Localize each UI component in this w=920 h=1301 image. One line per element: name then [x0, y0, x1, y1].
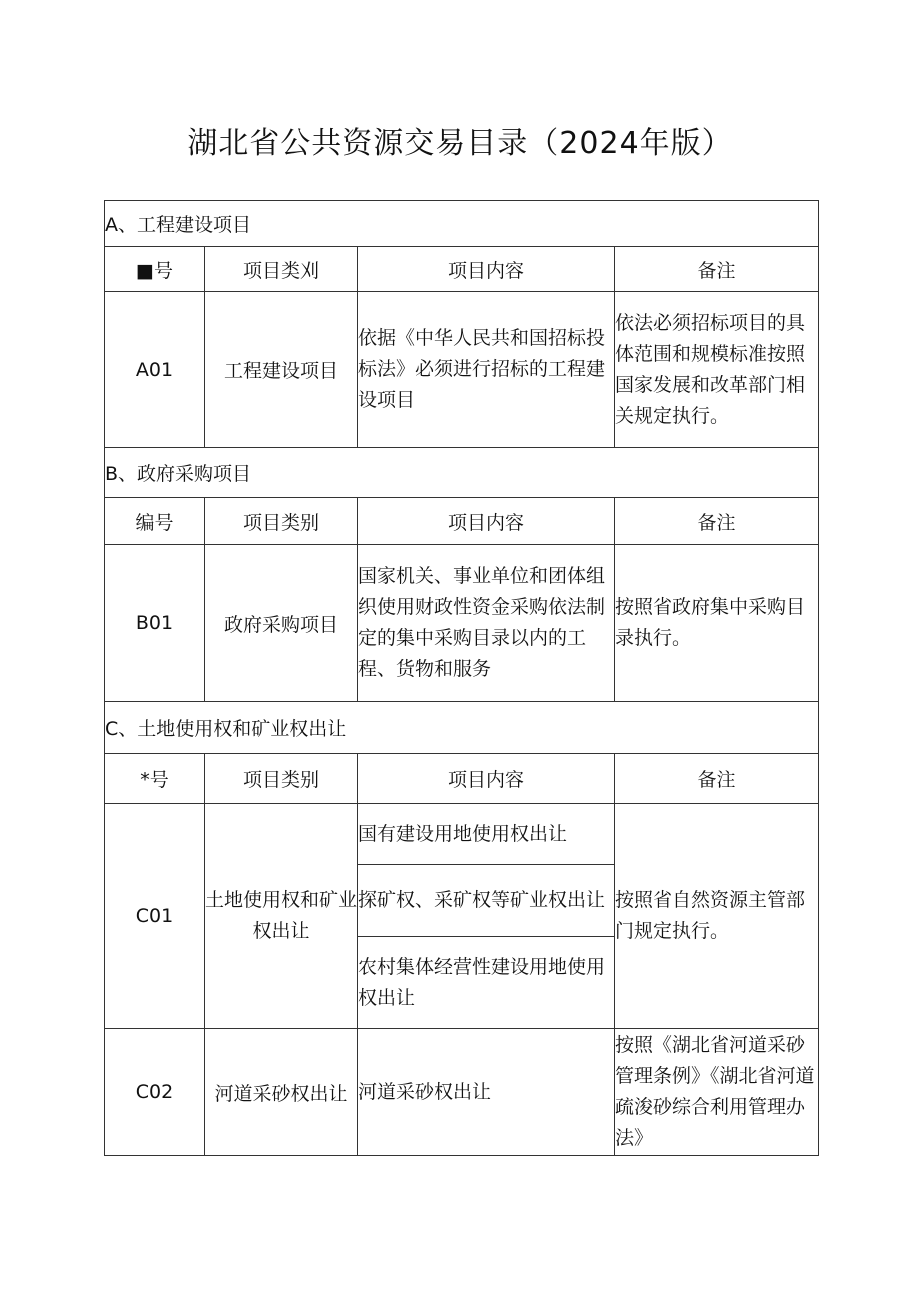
row-content: 国家机关、事业单位和团体组织使用财政性资金采购依法制定的集中采购目录以内的工程、货物和服务 — [358, 545, 615, 702]
row-remark: 按照省政府集中采购目录执行。 — [615, 545, 819, 702]
header-remark: 备注 — [615, 754, 819, 804]
table-row — [105, 1029, 819, 1156]
catalog-table — [104, 200, 819, 1156]
row-remark: 按照省自然资源主管部门规定执行。 — [615, 804, 819, 1029]
header-category: 项目类刈 — [205, 247, 358, 292]
header-row — [105, 754, 819, 804]
row-category: 政府采购项目 — [205, 545, 358, 702]
row-category: 工程建设项目 — [205, 292, 358, 448]
page-title: 湖北省公共资源交易目录（2024年版） — [187, 126, 733, 161]
section-heading-row — [105, 702, 819, 754]
section-b-heading: B、政府采购项目 — [105, 448, 819, 498]
table-row — [105, 545, 819, 702]
row-remark: 依法必须招标项目的具体范围和规模标准按照国家发展和改革部门相关规定执行。 — [615, 292, 819, 448]
header-category: 项目类别 — [205, 498, 358, 545]
header-code: *号 — [105, 754, 205, 804]
header-category: 项目类别 — [205, 754, 358, 804]
header-content: 项目内容 — [358, 498, 615, 545]
header-row — [105, 498, 819, 545]
table-row — [105, 292, 819, 448]
row-code: A01 — [105, 292, 205, 448]
header-content: 项目内容 — [358, 754, 615, 804]
header-content: 项目内容 — [358, 247, 615, 292]
row-content: 依据《中华人民共和国招标投标法》必须进行招标的工程建设项目 — [358, 292, 615, 448]
header-row — [105, 247, 819, 292]
row-category: 河道采砂权出让 — [205, 1029, 358, 1156]
section-a-heading: A、工程建设项目 — [105, 201, 819, 247]
table-row — [105, 804, 819, 865]
header-code: ■号 — [105, 247, 205, 292]
section-heading-row — [105, 201, 819, 247]
row-content-item: 国有建设用地使用权出让 — [358, 804, 615, 865]
row-content-item: 探矿权、采矿权等矿业权出让 — [358, 865, 615, 937]
row-category-text: 土地使用权和矿业权出让 — [205, 889, 358, 942]
row-content-item: 农村集体经营性建设用地使用权出让 — [358, 937, 615, 1029]
header-remark: 备注 — [615, 498, 819, 545]
row-code: B01 — [105, 545, 205, 702]
section-heading-row — [105, 448, 819, 498]
section-c-heading: C、土地使用权和矿业权出让 — [105, 702, 819, 754]
row-content: 河道采砂权出让 — [358, 1029, 615, 1156]
header-code: 编号 — [105, 498, 205, 545]
row-category — [205, 804, 358, 1029]
row-code: C02 — [105, 1029, 205, 1156]
row-remark: 按照《湖北省河道采砂管理条例》《湖北省河道疏浚砂综合利用管理办法》 — [615, 1029, 819, 1156]
row-code: C01 — [105, 804, 205, 1029]
header-remark: 备注 — [615, 247, 819, 292]
